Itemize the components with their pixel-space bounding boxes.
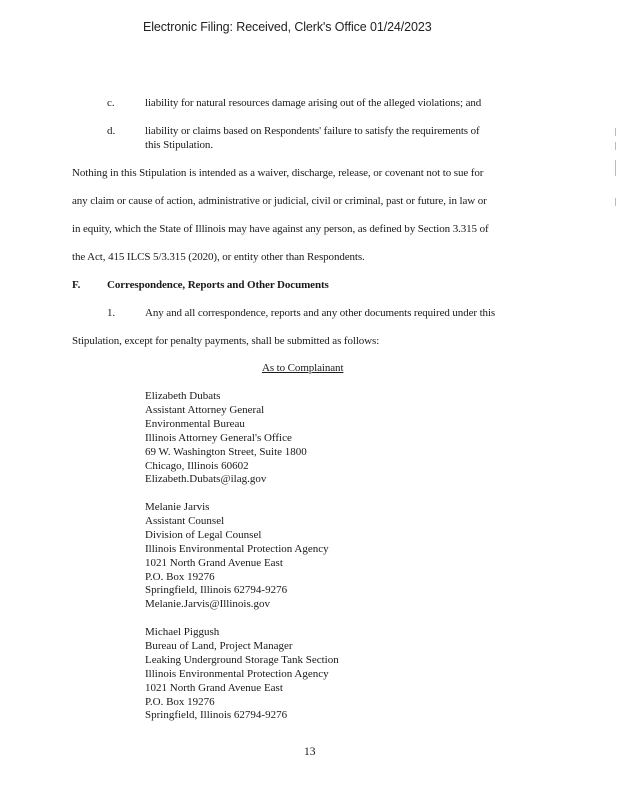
contact-line: Environmental Bureau	[145, 417, 245, 430]
margin-mark	[615, 142, 616, 150]
paragraph-line: any claim or cause of action, administrative or judicial, civil or criminal, past or future, in law or	[72, 195, 487, 207]
paragraph-line: in equity, which the State of Illinois may have against any person, as defined by Section 3.315 of	[72, 223, 489, 235]
complainant-heading: As to Complainant	[262, 362, 344, 374]
contact-block-piggush	[145, 626, 339, 723]
contact-email[interactable]: Elizabeth.Dubats@ilag.gov	[145, 473, 267, 486]
contact-line: Bureau of Land, Project Manager	[145, 639, 293, 652]
contact-line: Elizabeth Dubats	[145, 390, 221, 402]
contact-line: Michael Piggush	[145, 626, 220, 638]
section-title: Correspondence, Reports and Other Documents	[107, 279, 329, 291]
item-c-label: c.	[107, 97, 115, 109]
contact-line: Assistant Counsel	[145, 514, 225, 527]
contact-line: 69 W. Washington Street, Suite 1800	[145, 445, 307, 458]
margin-mark	[615, 198, 616, 206]
margin-mark	[615, 160, 616, 176]
filing-stamp: Electronic Filing: Received, Clerk's Office 01/24/2023	[143, 20, 432, 34]
contact-line: Leaking Underground Storage Tank Section	[145, 653, 339, 666]
contact-line: Illinois Attorney General's Office	[145, 431, 292, 444]
numbered-para-line1: Any and all correspondence, reports and any other documents required under this	[145, 307, 496, 319]
numbered-para-number: 1.	[107, 307, 116, 319]
contact-block-dubats	[145, 390, 307, 487]
contact-line: 1021 North Grand Avenue East	[145, 681, 283, 694]
paragraph-line: the Act, 415 ILCS 5/3.315 (2020), or entity other than Respondents.	[72, 251, 365, 263]
item-d-text-line2: this Stipulation.	[145, 139, 213, 151]
paragraph-line: Nothing in this Stipulation is intended as a waiver, discharge, release, or covenant not to sue for	[72, 167, 484, 179]
contact-line: Melanie Jarvis	[145, 501, 210, 513]
contact-line: Illinois Environmental Protection Agency	[145, 667, 329, 680]
contact-line: 1021 North Grand Avenue East	[145, 556, 283, 569]
item-d-text-line1: liability or claims based on Respondents' failure to satisfy the requirements of	[145, 125, 480, 137]
contact-line: Assistant Attorney General	[145, 403, 265, 416]
contact-line: Springfield, Illinois 62794-9276	[145, 584, 288, 597]
section-letter: F.	[72, 279, 81, 291]
contact-email[interactable]: Melanie.Jarvis@Illinois.gov	[145, 598, 271, 611]
page-number: 13	[304, 746, 316, 758]
numbered-para-line2: Stipulation, except for penalty payments, shall be submitted as follows:	[72, 335, 380, 347]
contact-line: Division of Legal Counsel	[145, 528, 262, 541]
contact-line: Chicago, Illinois 60602	[145, 459, 249, 472]
item-c-text: liability for natural resources damage arising out of the alleged violations; and	[145, 97, 482, 109]
margin-mark	[615, 128, 616, 136]
contact-line: Illinois Environmental Protection Agency	[145, 542, 329, 555]
contact-block-jarvis	[145, 501, 329, 612]
contact-line: P.O. Box 19276	[145, 695, 215, 708]
contact-line: P.O. Box 19276	[145, 570, 215, 583]
contact-line: Springfield, Illinois 62794-9276	[145, 709, 288, 722]
item-d-label: d.	[107, 125, 116, 137]
